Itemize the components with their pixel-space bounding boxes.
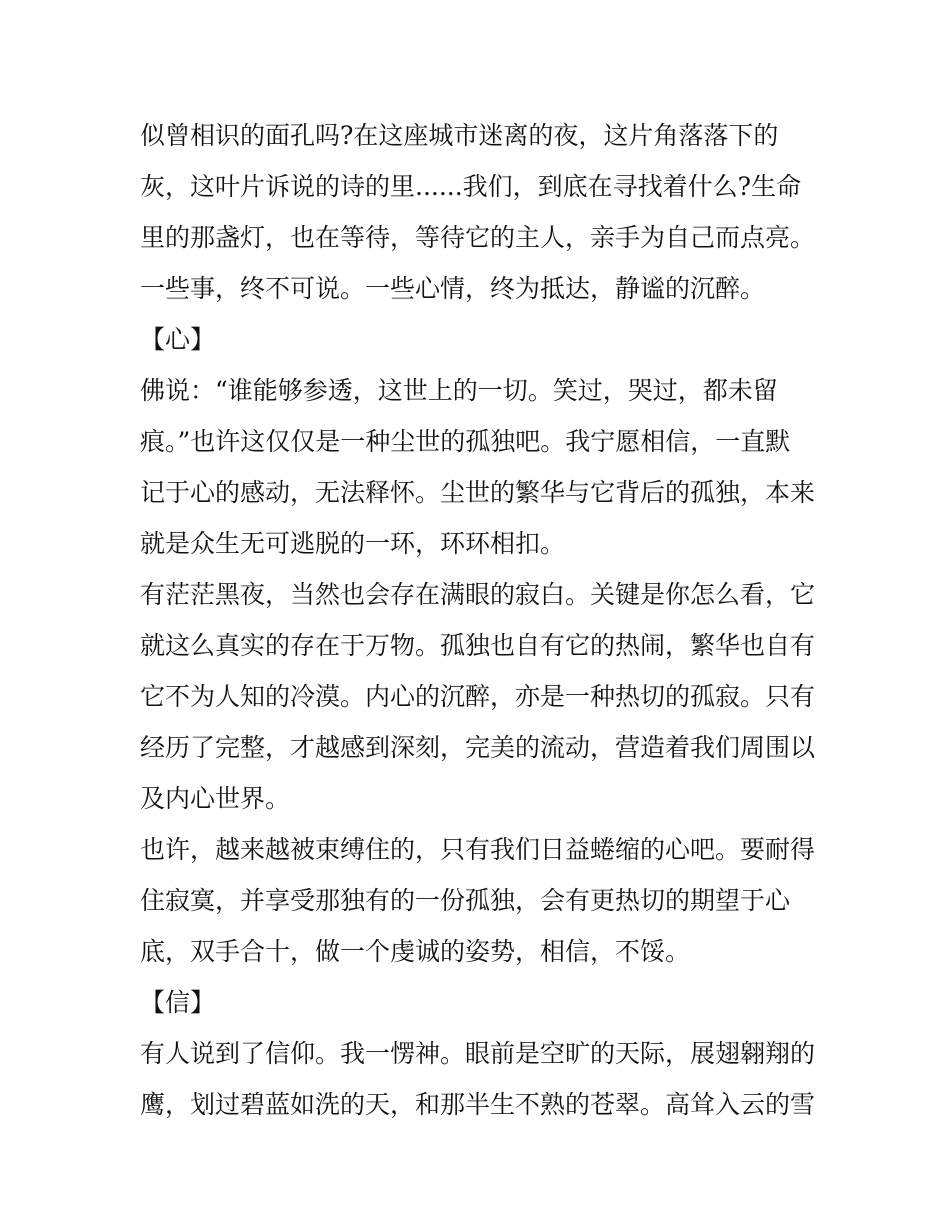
text-line: 经历了完整，才越感到深刻，完美的流动，营造着我们周围以 bbox=[140, 733, 816, 762]
text-line: 就是众生无可逃脱的一环，环环相扣。 bbox=[140, 529, 566, 558]
text-line: 灰，这叶片诉说的诗的里......我们，到底在寻找着什么?生命 bbox=[140, 172, 802, 201]
text-line: 它不为人知的冷漠。内心的沉醉，亦是一种热切的孤寂。只有 bbox=[140, 682, 816, 711]
text-line: 住寂寞，并享受那独有的一份孤独，会有更热切的期望于心 bbox=[140, 886, 791, 915]
text-line: 鹰，划过碧蓝如洗的天，和那半生不熟的苍翠。高耸入云的雪 bbox=[140, 1090, 816, 1119]
text-line: 记于心的感动，无法释怀。尘世的繁华与它背后的孤独，本来 bbox=[140, 478, 816, 507]
text-line: 痕。”也许这仅仅是一种尘世的孤独吧。我宁愿相信，一直默 bbox=[140, 427, 791, 456]
text-line: 佛说：“谁能够参透，这世上的一切。笑过，哭过，都未留 bbox=[140, 376, 778, 405]
section-heading-faith: 【信】 bbox=[140, 988, 216, 1017]
body-text bbox=[140, 110, 830, 1130]
text-line: 底，双手合十，做一个虔诚的姿势，相信，不馁。 bbox=[140, 937, 691, 966]
text-line: 里的那盏灯，也在等待，等待它的主人，亲手为自己而点亮。 bbox=[140, 223, 816, 252]
text-line: 就这么真实的存在于万物。孤独也自有它的热闹，繁华也自有 bbox=[140, 631, 816, 660]
text-line: 及内心世界。 bbox=[140, 784, 291, 813]
text-line: 有茫茫黑夜，当然也会存在满眼的寂白。关键是你怎么看，它 bbox=[140, 580, 816, 609]
text-line: 也许，越来越被束缚住的，只有我们日益蜷缩的心吧。要耐得 bbox=[140, 835, 816, 864]
section-heading-heart: 【心】 bbox=[140, 325, 216, 354]
text-line: 似曾相识的面孔吗?在这座城市迷离的夜，这片角落落下的 bbox=[140, 121, 779, 150]
text-line: 一些事，终不可说。一些心情，终为抵达，静谧的沉醉。 bbox=[140, 274, 766, 303]
text-line: 有人说到了信仰。我一愣神。眼前是空旷的天际，展翅翱翔的 bbox=[140, 1039, 816, 1068]
